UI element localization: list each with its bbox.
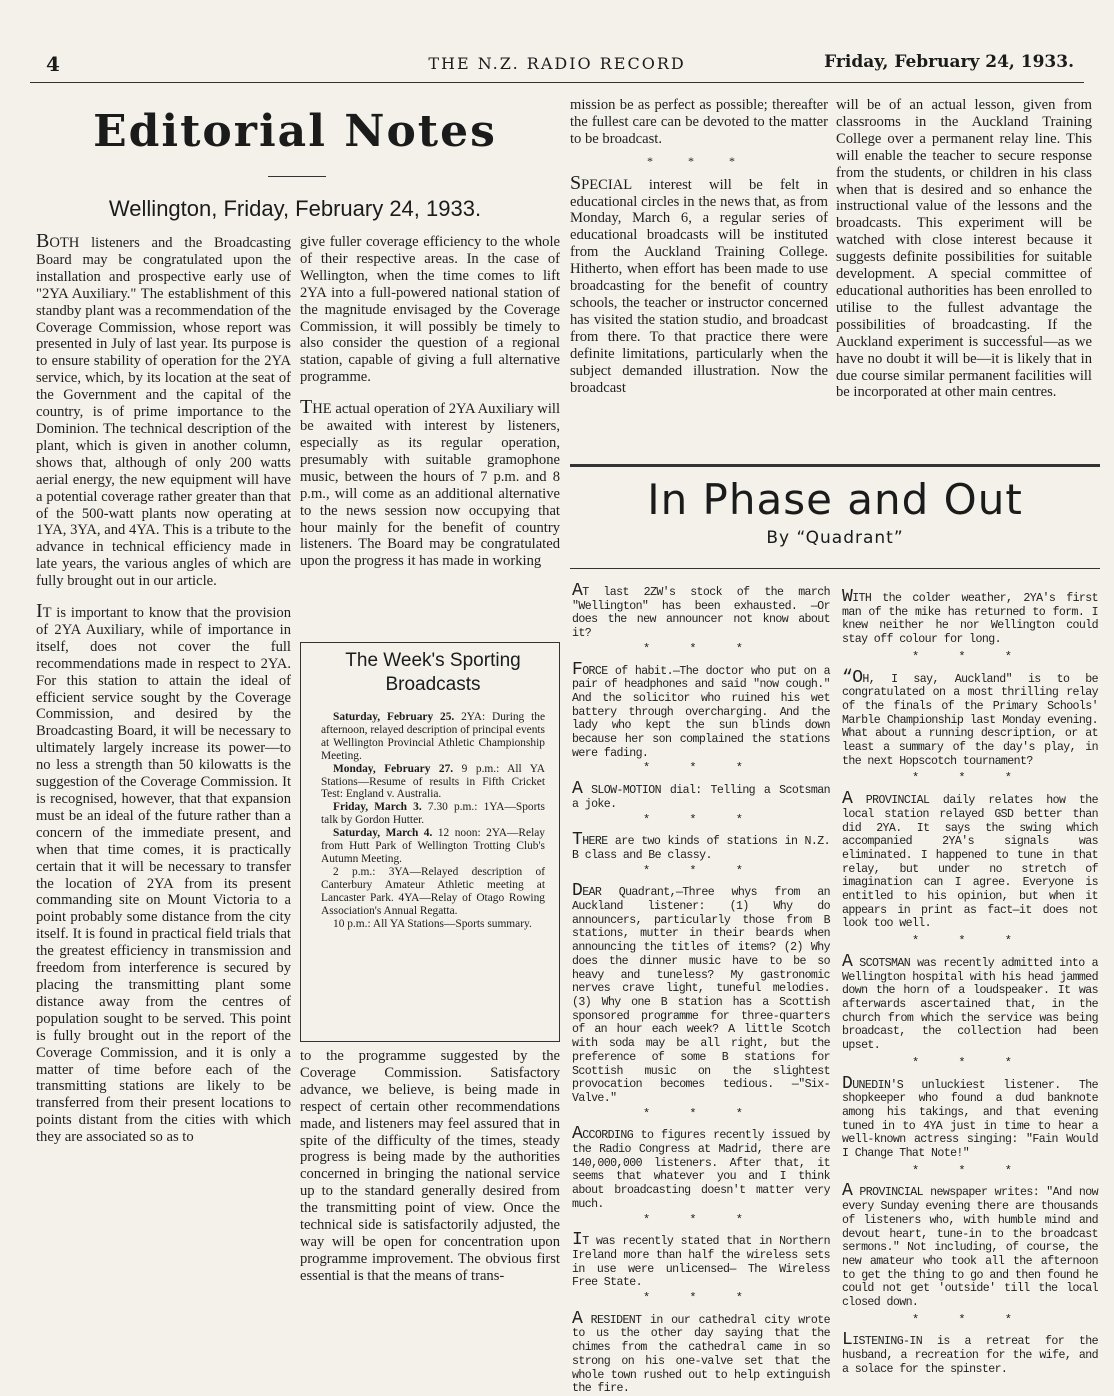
phase-item-initial: A bbox=[842, 1181, 853, 1202]
phase-item-initial: W bbox=[842, 587, 853, 607]
sporting-entry-text: 9 p.m.: All YA Stations—Resume of results in Fifth Cricket Test: England v. Australia. bbox=[321, 762, 545, 801]
sporting-broadcasts-box bbox=[300, 642, 560, 1042]
page-number: 4 bbox=[46, 52, 60, 76]
editorial-paragraph: IT is important to know that the provision of 2YA Auxiliary, while of importance in itself, does not cover the full recommendations made in respect to 2YA. For this station to attain the ideal of efficient service sought by the Coverage Commission, and desired by the Broadcasting Board, it will be necessary to ultimately largely increase its power—to no less a strength than 50 kilowatts is the suggestion of the Coverage Commission. It is recognised, however, that that expansion must be an ideal of the future rather than a concern of the immediate present, and when that time comes, it is practically certain that it will be necessary to transfer the location of 2YA from its present commanding site on Mount Victoria to a point probably some distance from the city itself. It is found in practical field trials that the greatest efficiency in transmission and freedom from interference is secured by placing the transmitting plant some distance away from the centres of population sought to be served. This point is fully brought out in the report of the Coverage Commission, and it is only a matter of time before each of the transmitting stations are likely to be transferred from their present locations to points distant from the cities with which they are associated so as to bbox=[36, 600, 291, 1146]
phase-section-title: In Phase and Out bbox=[647, 475, 1023, 524]
section-separator: * * * bbox=[642, 641, 759, 656]
phase-item-text: ISTENING-IN is a retreat for the husband, a recreation for the wife, and a solace for the spinster. bbox=[842, 1335, 1098, 1376]
editorial-column-4 bbox=[836, 97, 1092, 401]
section-separator: * * * bbox=[642, 1291, 759, 1306]
editorial-column-2-continued bbox=[300, 1048, 560, 1285]
section-rule bbox=[570, 464, 1100, 467]
editorial-paragraph: SPECIAL interest will be felt in educational circles in the news that, as from Monday, March 6, a regular series of educational broadcasts will be instituted from the Auckland Training College. Hitherto, when effort has been made to use broadcasting for the benefit of country schools, the teacher or instructor concerned has visited the station studio, and broadcast from there. To that practice there were definite limitations, particularly when the subject demanded illustration. Now the broadcast bbox=[570, 171, 828, 396]
section-separator: * * * bbox=[642, 1212, 759, 1227]
phase-item-initial: F bbox=[572, 659, 583, 680]
editorial-paragraph: will be of an actual lesson, given from classrooms in the Auckland Training College over a permanent relay line. This will enable the teacher to secure response from the students, or children in his class when that is desired and so enhance the instructional value of the lessons and the broadcasts. This experiment will be watched with close interest because it suggests definite possibilities for suitable development. A special committee of educational authorities has been enrolled to utilise to the fullest advantage the possibilities of broadcasting. If the Auckland experiment is successful—as we have no doubt it will be—it is likely that in due course similar permanent facilities will be incorporated at other main centres. bbox=[836, 97, 1092, 401]
phase-column-right bbox=[842, 587, 1098, 1377]
phase-item-initial: D bbox=[842, 1073, 853, 1094]
phase-item bbox=[842, 1181, 1098, 1310]
phase-item-initial: “O bbox=[842, 667, 863, 688]
section-separator: * * * bbox=[642, 863, 759, 878]
phase-item-text: PROVINCIAL daily relates how the local station relayed GSD better than did 2YA. It says the swing which accompanied 2YA's signals was eliminated. I happened to tune in that relay, but under no stretch of imagination can I agree. Everyone is entitled to his opinion, but when it appears in print as fact—it does not look too well. bbox=[842, 794, 1098, 931]
sporting-entry bbox=[321, 801, 545, 827]
phase-item bbox=[572, 1308, 830, 1396]
editorial-paragraph: BOTH listeners and the Broadcasting Board may be congratulated upon the installation and prospective early use of "2YA Auxiliary." The establishment of this standby plant was a recommendation of the Coverage Commission, whose report was presented in July of last year. Its purpose is to ensure stability of operation for the 2YA service, which, by its location at the seat of the Government and the capital of the country, is of prime importance to the Dominion. The technical description of the plant, which is given in another column, shows that, although of only 200 watts aerial energy, the new equipment will have a potential coverage rather greater than that of the 500-watt plants now operating at 1YA, 3YA, and 4YA. This is a tribute to the advance in technical efficiency made in late years, the various angles of which are fully brought out in our article. bbox=[36, 230, 291, 590]
phase-item bbox=[842, 951, 1098, 1053]
phase-item-initial: A bbox=[842, 789, 853, 810]
section-separator: * * * bbox=[647, 153, 751, 168]
phase-item-initial: T bbox=[572, 830, 583, 851]
section-separator: * * * bbox=[911, 1055, 1028, 1070]
phase-item bbox=[572, 779, 830, 811]
phase-item bbox=[842, 667, 1098, 769]
phase-item-text: UNEDIN'S unluckiest listener. The shopkeeper who found a dud banknote among his takings, and that evening tuned in to 4YA just in time to hear a well-known actress singing: "Fain Would I Change That Note!" bbox=[842, 1078, 1098, 1161]
phase-column-left bbox=[572, 581, 830, 1396]
phase-item bbox=[842, 1330, 1098, 1376]
phase-item-text: PROVINCIAL newspaper writes: "And now every Sunday evening there are thousands of listeners who, with humble mind and devout heart, tune-in to the broadcast sermons." Not including, of course, the new amateur who took all the afternoon to get the thing to go and then found he could not get 'outside' till the local closed down. bbox=[842, 1186, 1098, 1310]
section-separator: * * * bbox=[911, 934, 1028, 949]
section-separator: * * * bbox=[911, 771, 1028, 786]
sporting-list bbox=[321, 711, 545, 930]
phase-item-text: H, I say, Auckland" is to be congratulated on a most thrilling relay of the finals of the Primary Schools' Marble Championship last Monday evening. What about a running description, or at least a summary of the day's play, in the next Hopscotch tournament? bbox=[842, 672, 1098, 768]
phase-item bbox=[572, 830, 830, 862]
editorial-title: Editorial Notes bbox=[93, 106, 497, 157]
phase-item-text: ITH the colder weather, 2YA's first man of the mike has returned to form. I knew neither he nor Wellington could stay off colour for long. bbox=[842, 592, 1098, 647]
phase-byline: By “Quadrant” bbox=[766, 528, 904, 548]
phase-item-initial: A bbox=[842, 951, 853, 972]
section-separator: * * * bbox=[642, 761, 759, 776]
sporting-entry-text: 12 noon: 2YA—Relay from Hutt Park of Wellington Trotting Club's Autumn Meeting. bbox=[321, 827, 545, 865]
phase-item-initial: A bbox=[572, 779, 583, 800]
editorial-dateline: Wellington, Friday, February 24, 1933. bbox=[108, 196, 482, 221]
phase-item bbox=[842, 1073, 1098, 1161]
phase-item-text: EAR Quadrant,—Three whys from an Auckland listener: (1) Why do announcers, particularly those from B stations, mutter in their beards when announcing the titles of items? (2) Why does the dinner music have to be so heavy and tuneless? My gastronomic nerves crave light, tuneful melodies. (3) Why one B station has a Scottish sponsored programme for three-quarters of an hour each week? A little Scotch with soda may be all right, but the preference of some B stations for Scottish music on the slightest provocation becomes tedious. —"Six-Valve." bbox=[572, 886, 830, 1105]
sporting-entry bbox=[321, 711, 545, 763]
sporting-entry bbox=[321, 827, 545, 866]
phase-item-initial: A bbox=[572, 1124, 583, 1145]
phase-item bbox=[842, 789, 1098, 931]
phase-item bbox=[842, 587, 1098, 647]
sporting-entry-text: 7.30 p.m.: 1YA—Sports talk by Gordon Hutter. bbox=[321, 801, 545, 827]
sporting-entry bbox=[321, 763, 545, 802]
section-separator: * * * bbox=[911, 1163, 1028, 1178]
phase-item bbox=[572, 581, 830, 641]
phase-item-text: T last 2ZW's stock of the march "Wellington" has been exhausted. —Or does the new announcer not know about it? bbox=[572, 586, 830, 641]
phase-item-initial: I bbox=[572, 1230, 583, 1251]
phase-item-text: T was recently stated that in Northern Ireland more than half the wireless sets in use were unlicensed— The Wireless Free State. bbox=[572, 1235, 830, 1290]
editorial-column-2 bbox=[300, 234, 560, 570]
sporting-entry-date: Saturday, February 25. bbox=[333, 711, 455, 723]
editorial-column-1 bbox=[36, 230, 291, 1146]
phase-item-initial: A bbox=[572, 1308, 583, 1329]
phase-item-text: RESIDENT in our cathedral city wrote to us the other day saying that the chimes from the cathedral came in so strong on his one-valve set that the whole town rushed out to help extinguish the fire. bbox=[572, 1313, 830, 1396]
sporting-entry-text: 2YA: During the afternoon, relayed description of principal events at Wellington Provincial Athletic Championship Meeting. bbox=[321, 711, 546, 762]
editorial-column-3 bbox=[570, 97, 828, 396]
phase-item bbox=[572, 881, 830, 1105]
section-separator: * * * bbox=[642, 1106, 759, 1121]
editorial-paragraph: to the programme suggested by the Coverage Commission. Satisfactory advance, we believe, is being made in respect of certain other recommendations made, and listeners may feel assured that in spite of the difficulty of the times, steady progress is being made by the authorities concerned in bringing the national service up to the standard generally desired from the transmitting point of view. Once the technical side is satisfactorily adjusted, the way will be open for concentration upon programme improvement. The obvious first essential is that the means of trans- bbox=[300, 1048, 560, 1284]
phase-item-initial: A bbox=[572, 581, 583, 601]
section-separator: * * * bbox=[911, 649, 1028, 664]
editorial-paragraph: give fuller coverage efficiency to the whole of their respective areas. In the case of Wellington, when the time comes to lift 2YA into a full-powered national station of the magnitude envisaged by the Coverage Commission, it will possibly be timely to also consider the question of a regional station, capable of giving a full alternative programme. bbox=[300, 234, 560, 386]
sporting-entry bbox=[321, 866, 545, 918]
phase-item bbox=[572, 1230, 830, 1290]
page-header bbox=[30, 50, 1084, 83]
publication-title: THE N.Z. RADIO RECORD bbox=[428, 54, 686, 73]
phase-item-text: ORCE of habit.—The doctor who put on a pair of headphones and said "now cough." And the solicitor who ruined his wet battery through overcharging. And the lady who kept the sun blinds down because her son complained the stations were fading. bbox=[572, 664, 830, 760]
section-separator: * * * bbox=[642, 812, 759, 827]
section-rule bbox=[570, 568, 1100, 569]
sporting-entry-date: Monday, February 27. bbox=[333, 762, 454, 775]
phase-item-text: SLOW-MOTION dial: Telling a Scotsman a joke. bbox=[572, 784, 830, 811]
sporting-entry-date: Saturday, March 4. bbox=[333, 827, 433, 840]
title-divider bbox=[268, 176, 326, 177]
sporting-entry-text: 10 p.m.: All YA Stations—Sports summary. bbox=[333, 917, 532, 930]
issue-date: Friday, February 24, 1933. bbox=[824, 52, 1074, 72]
phase-item bbox=[572, 1124, 830, 1211]
editorial-paragraph: mission be as perfect as possible; thereafter the fullest care can be devoted to the matter to be broadcast. bbox=[570, 97, 828, 147]
section-separator: * * * bbox=[911, 1312, 1028, 1327]
sporting-entry bbox=[321, 918, 545, 931]
phase-item-text: SCOTSMAN was recently admitted into a Wellington hospital with his head jammed down the horn of a loudspeaker. It was afterwards ascertained that, in the church from which the service was being broadcast, the collection had been upset. bbox=[842, 956, 1098, 1053]
phase-item bbox=[572, 659, 830, 761]
phase-item-initial: L bbox=[842, 1330, 853, 1351]
editorial-paragraph: THE actual operation of 2YA Auxiliary will be awaited with interest by listeners, especially as its regular operation, presumably with suitable gramophone music, between the hours of 7 p.m. and 8 p.m., will come as an additional alternative to the news session now occupying that hour mainly for the benefit of country listeners. The Board may be congratulated upon the progress it has made in working bbox=[300, 396, 560, 570]
sporting-entry-text: 2 p.m.: 3YA—Relayed description of Canterbury Amateur Athletic meeting at Lancaster Park. 4YA—Relay of Otago Rowing Association's Annual Regatta. bbox=[321, 865, 545, 917]
sporting-title: The Week's Sporting Broadcasts bbox=[345, 650, 521, 695]
phase-item-text: HERE are two kinds of stations in N.Z. B class and Be classy. bbox=[572, 835, 830, 862]
phase-item-text: CCORDING to figures recently issued by the Radio Congress at Madrid, there are 140,000,000 listeners. After that, it seems that whatever you and I think about broadcasting doesn't matter very much. bbox=[572, 1129, 830, 1211]
sporting-entry-date: Friday, March 3. bbox=[333, 801, 422, 814]
phase-item-initial: D bbox=[572, 881, 583, 902]
